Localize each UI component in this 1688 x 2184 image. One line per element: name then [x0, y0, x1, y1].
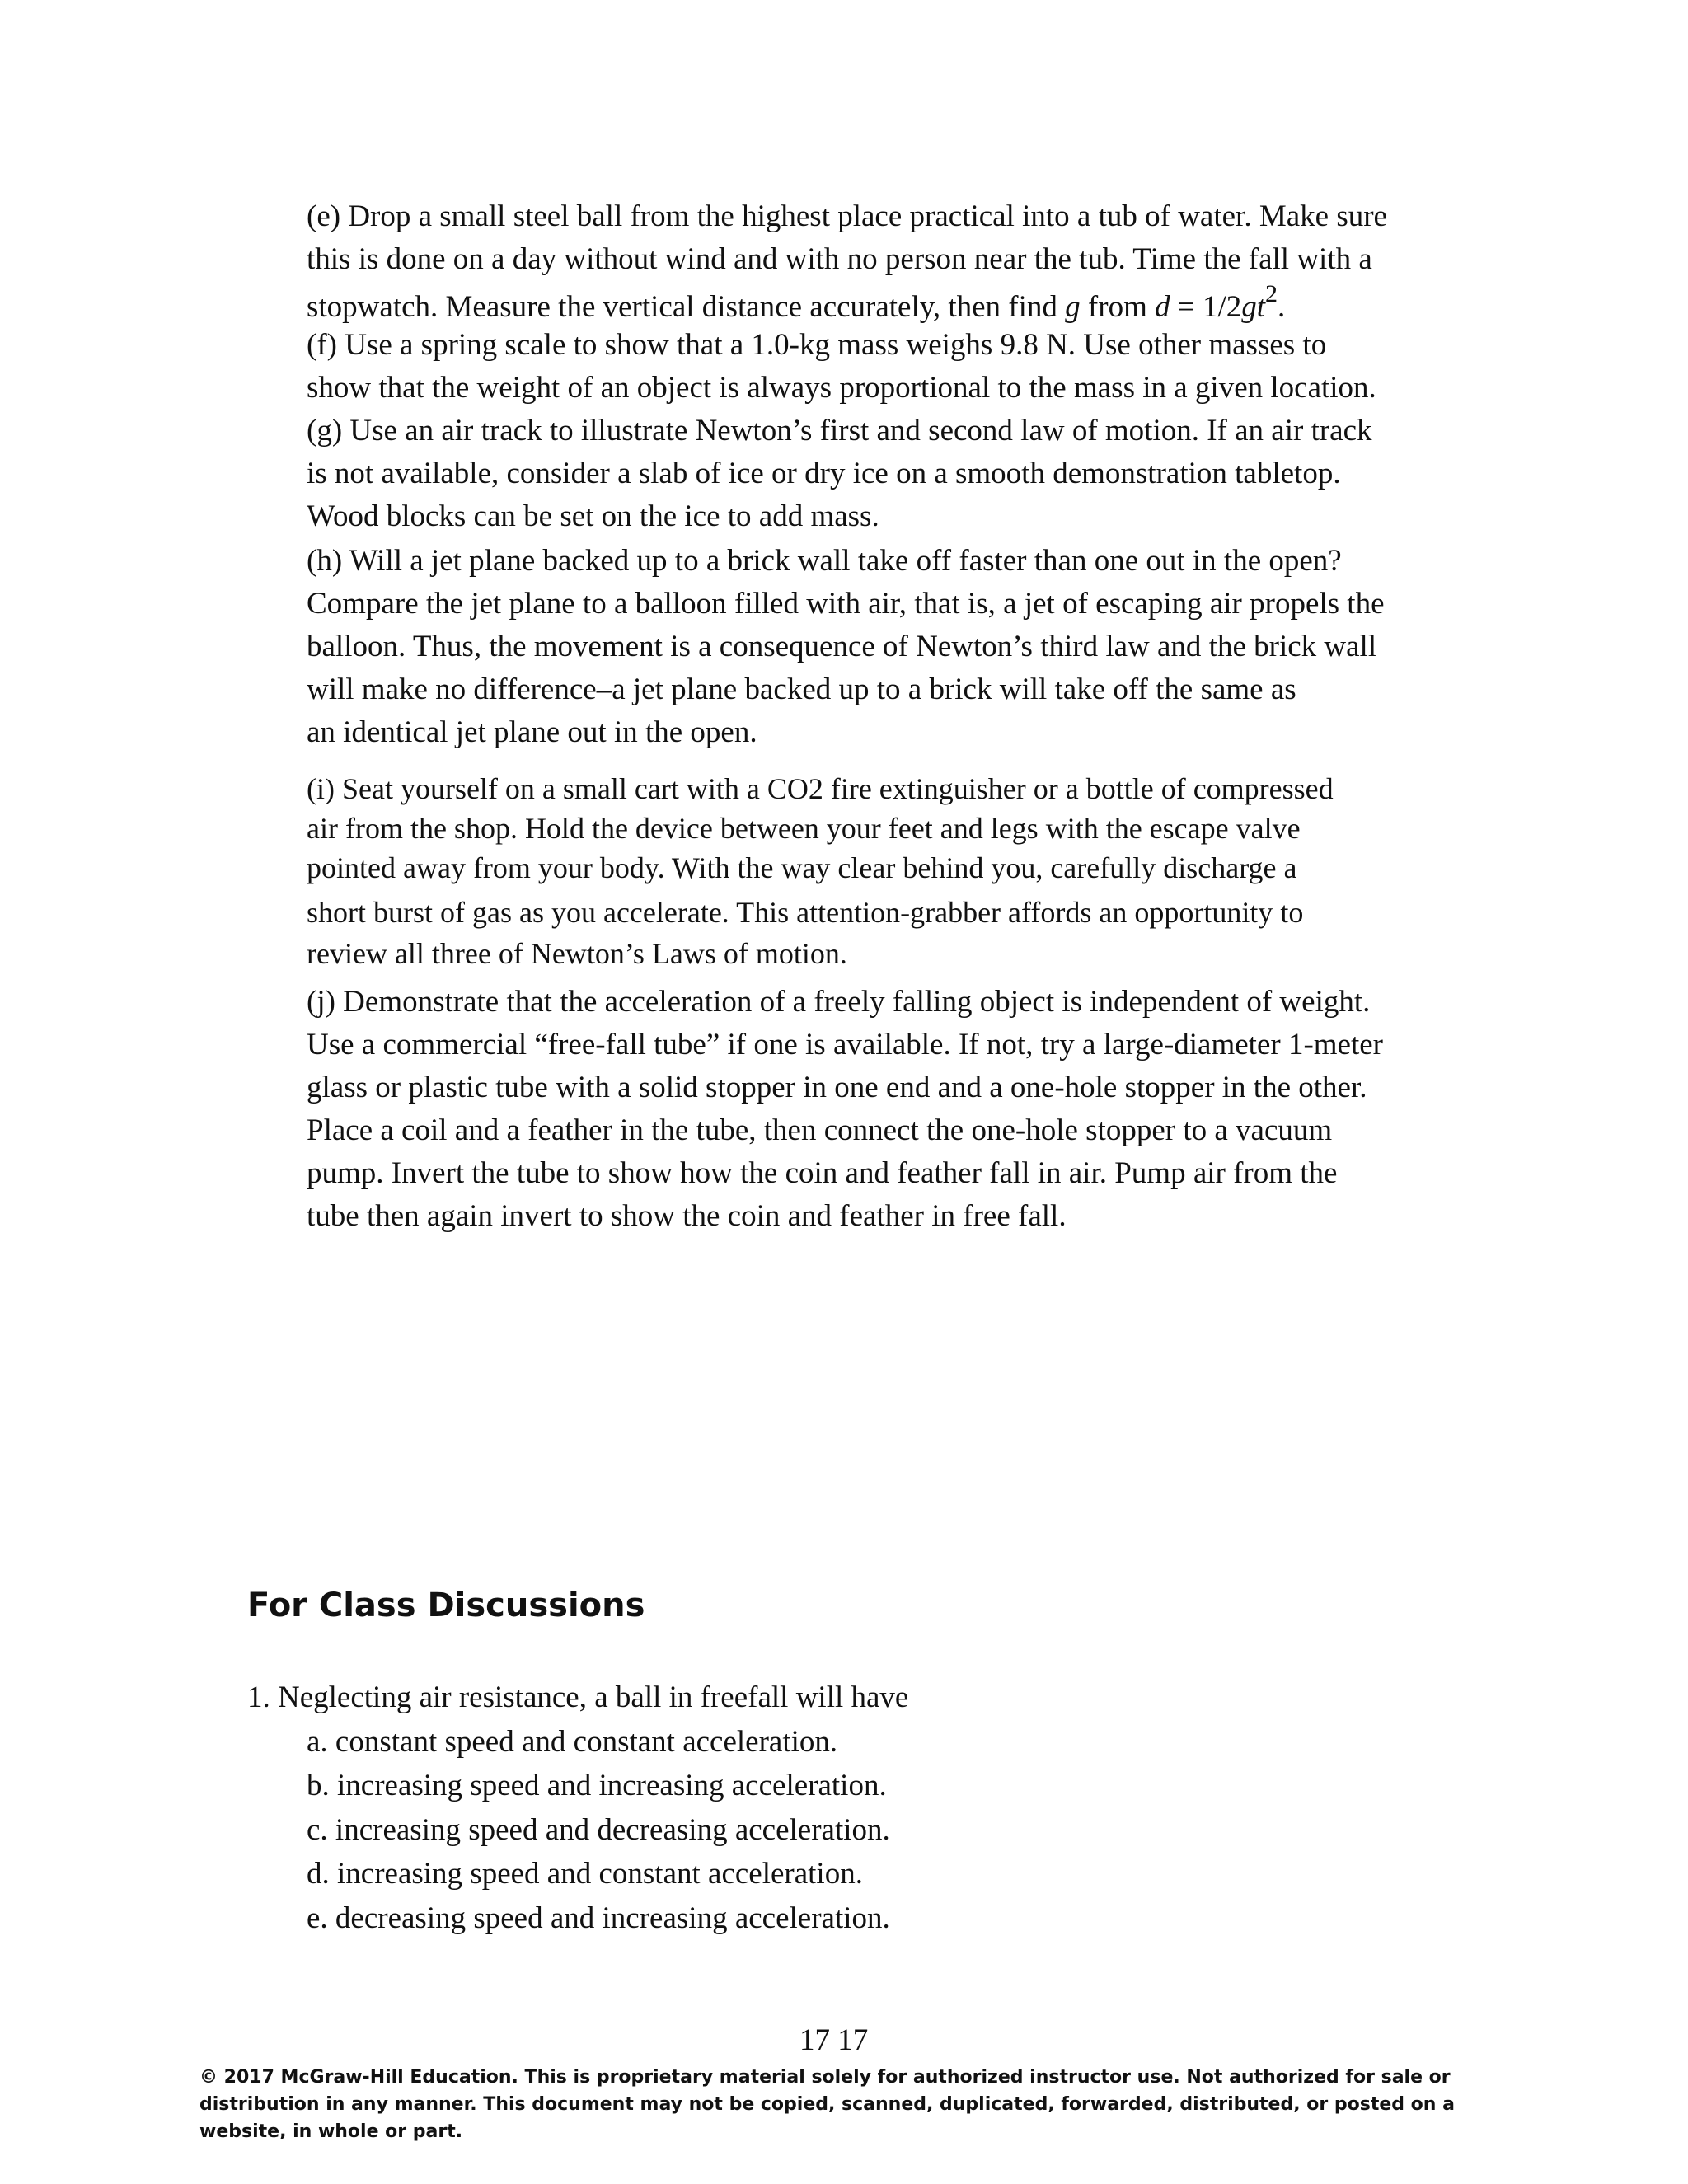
activity-g-line-2: is not available, consider a slab of ice or dry ice on a smooth demonstration tabletop.: [307, 457, 1341, 490]
activity-g-line-3: Wood blocks can be set on the ice to add mass.: [307, 499, 879, 533]
activity-e-line-3-text: stopwatch. Measure the vertical distance accurately, then find: [307, 290, 1066, 324]
question-1-option-e: e. decreasing speed and increasing acceleration.: [307, 1900, 890, 1935]
activity-j-line-1: (j) Demonstrate that the acceleration of a freely falling object is independent of weight.: [307, 985, 1371, 1019]
section-heading: For Class Discussions: [247, 1586, 645, 1624]
question-1-stem: 1. Neglecting air resistance, a ball in freefall will have: [247, 1680, 909, 1714]
exponent: 2: [1265, 280, 1278, 307]
activity-i-line-4: short burst of gas as you accelerate. This attention-grabber affords an opportunity to: [307, 896, 1304, 929]
activity-h-line-2: Compare the jet plane to a balloon filled with air, that is, a jet of escaping air propels the: [307, 587, 1385, 621]
activity-i-line-5: review all three of Newton’s Laws of motion.: [307, 937, 847, 970]
page-number: 17 17: [799, 2023, 869, 2057]
activity-j-line-4: Place a coil and a feather in the tube, then connect the one-hole stopper to a vacuum: [307, 1113, 1333, 1147]
activity-j-line-5: pump. Invert the tube to show how the coin and feather fall in air. Pump air from the: [307, 1156, 1338, 1190]
equation-end: .: [1278, 290, 1286, 324]
activity-j-line-3: glass or plastic tube with a solid stopper in one end and a one-hole stopper in the other.: [307, 1071, 1367, 1104]
activity-h-line-4: will make no difference–a jet plane backed up to a brick will take off the same as: [307, 673, 1296, 706]
activity-e-line-2: this is done on a day without wind and with no person near the tub. Time the fall with a: [307, 242, 1372, 276]
variable-d: d: [1155, 290, 1170, 324]
activity-i-line-3: pointed away from your body. With the way clear behind you, carefully discharge a: [307, 851, 1297, 884]
activity-j: [307, 981, 1493, 1238]
activity-f: [307, 324, 1493, 410]
question-1-option-d: d. increasing speed and constant acceleration.: [307, 1857, 863, 1891]
question-1: [247, 1675, 908, 1940]
activity-h-line-1: (h) Will a jet plane backed up to a brick wall take off faster than one out in the open?: [307, 544, 1342, 578]
activity-h-line-5: an identical jet plane out in the open.: [307, 715, 757, 749]
activity-j-line-2: Use a commercial “free-fall tube” if one is available. If not, try a large-diameter 1-meter: [307, 1028, 1384, 1062]
activity-j-line-6: tube then again invert to show the coin and feather in free fall.: [307, 1199, 1067, 1233]
question-1-option-b: b. increasing speed and increasing acceleration.: [307, 1769, 887, 1802]
activity-f-line-2: show that the weight of an object is always proportional to the mass in a given location.: [307, 371, 1376, 405]
activity-h-line-3: balloon. Thus, the movement is a consequence of Newton’s third law and the brick wall: [307, 630, 1377, 663]
variable-g: g: [1065, 290, 1081, 324]
activity-g: [307, 410, 1493, 538]
activity-h: [307, 540, 1493, 754]
equation-text: = 1/2: [1170, 290, 1242, 324]
question-1-option-c: c. increasing speed and decreasing acceleration.: [307, 1812, 890, 1847]
activity-e-line-1: (e) Drop a small steel ball from the highest place practical into a tub of water. Make sure: [307, 199, 1387, 233]
from-word: from: [1080, 290, 1156, 324]
question-1-option-a: a. constant speed and constant acceleration.: [307, 1724, 838, 1759]
copyright-notice: © 2017 McGraw-Hill Education. This is proprietary material solely for authorized instructor use. Not authorized for sale or distribution in any manner. This document may not be copied, scanned, duplicated, forwarded, distributed, or posted on a website, in whole or part.: [199, 2067, 1455, 2142]
activity-e-line-3: [307, 280, 1493, 329]
activity-i-line-1: (i) Seat yourself on a small cart with a CO2 fire extinguisher or a bottle of compressed: [307, 772, 1334, 805]
activity-g-line-1: (g) Use an air track to illustrate Newton’s first and second law of motion. If an air track: [307, 414, 1372, 448]
activity-i: [307, 769, 1493, 973]
activity-i-line-2: air from the shop. Hold the device between your feet and legs with the escape valve: [307, 812, 1301, 845]
activity-e: [307, 195, 1493, 329]
activity-f-line-1: (f) Use a spring scale to show that a 1.0-kg mass weighs 9.8 N. Use other masses to: [307, 328, 1327, 362]
variable-gt: gt: [1241, 290, 1266, 324]
